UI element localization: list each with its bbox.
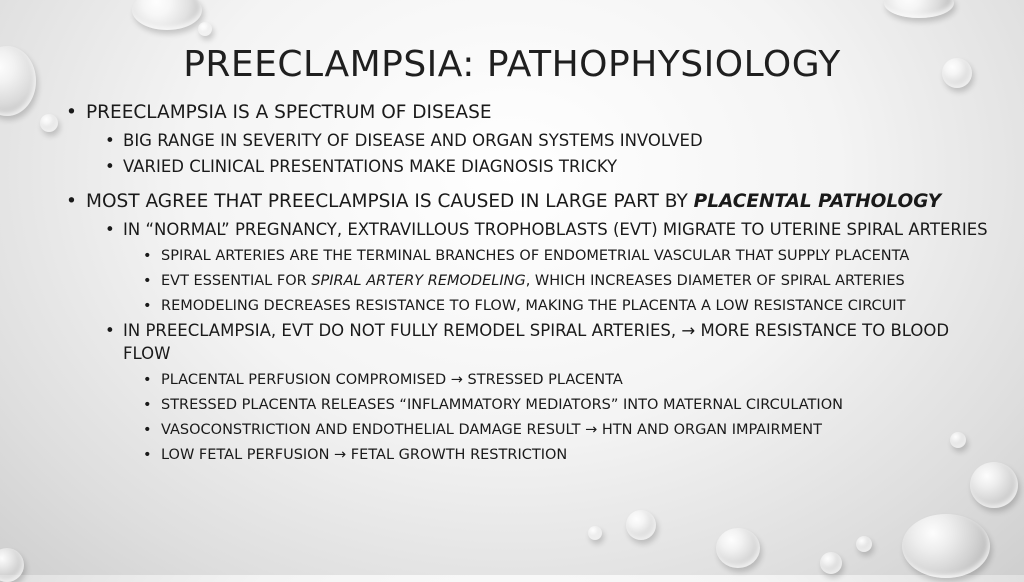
sub-sub-bullet-remodeling: • REMODELING DECREASES RESISTANCE TO FLOW, MAKING THE PLACENTA A LOW RESISTANCE CIRCUIT [161,296,992,316]
italic-text: SPIRAL ARTERY REMODELING [311,273,526,289]
water-droplet-icon [884,0,954,18]
sub-sub-bullet-perfusion: • PLACENTAL PERFUSION COMPROMISED → STRESSED PLACENTA [161,370,992,390]
water-droplet-icon [820,552,842,574]
bullet-placental-pathology [62,190,992,214]
water-droplet-icon [716,528,760,568]
emphasis-text: PLACENTAL PATHOLOGY [693,191,942,212]
water-droplet-icon [856,536,872,552]
slide-body [62,101,992,465]
bullet-text: , WHICH INCREASES DIAMETER OF SPIRAL ARTERIES [525,273,905,289]
slide-title: PREECLAMPSIA: PATHOPHYSIOLOGY [183,44,841,85]
sub-sub-bullet-vasoconstriction: • VASOCONSTRICTION AND ENDOTHELIAL DAMAGE RESULT → HTN AND ORGAN IMPAIRMENT [161,420,992,440]
water-droplet-icon [132,0,202,30]
bullet-text: EVT ESSENTIAL FOR [161,273,312,289]
bullet-list [62,101,992,465]
sub-sub-bullet-mediators: • STRESSED PLACENTA RELEASES “INFLAMMATORY MEDIATORS” INTO MATERNAL CIRCULATION [161,395,992,415]
bullet-text: MOST AGREE THAT PREECLAMPSIA IS CAUSED IN LARGE PART BY [86,191,694,212]
water-droplet-icon [588,526,602,540]
water-droplet-icon [970,462,1018,508]
sub-bullet-normal-pregnancy: • IN “NORMAL” PREGNANCY, EXTRAVILLOUS TROPHOBLASTS (EVT) MIGRATE TO UTERINE SPIRAL ARTERIES [123,218,992,241]
bullet-spectrum: • PREECLAMPSIA IS A SPECTRUM OF DISEASE [62,101,992,125]
water-droplet-icon [0,548,24,582]
sub-sub-bullet-fetal: • LOW FETAL PERFUSION → FETAL GROWTH RESTRICTION [161,445,992,465]
sub-sub-bullet-evt-essential [161,271,992,291]
water-droplet-icon [40,114,58,132]
water-droplet-icon [198,22,212,36]
sub-bullet-preeclampsia-evt: • IN PREECLAMPSIA, EVT DO NOT FULLY REMODEL SPIRAL ARTERIES, → MORE RESISTANCE TO BLOOD FLOW [123,319,992,365]
sub-bullet-severity: • BIG RANGE IN SEVERITY OF DISEASE AND ORGAN SYSTEMS INVOLVED [123,129,992,152]
water-droplet-icon [902,514,990,578]
water-droplet-icon [626,510,656,540]
sub-sub-bullet-spiral-arteries: • SPIRAL ARTERIES ARE THE TERMINAL BRANCHES OF ENDOMETRIAL VASCULAR THAT SUPPLY PLACENTA [161,246,992,266]
sub-bullet-presentations: • VARIED CLINICAL PRESENTATIONS MAKE DIAGNOSIS TRICKY [123,155,992,178]
